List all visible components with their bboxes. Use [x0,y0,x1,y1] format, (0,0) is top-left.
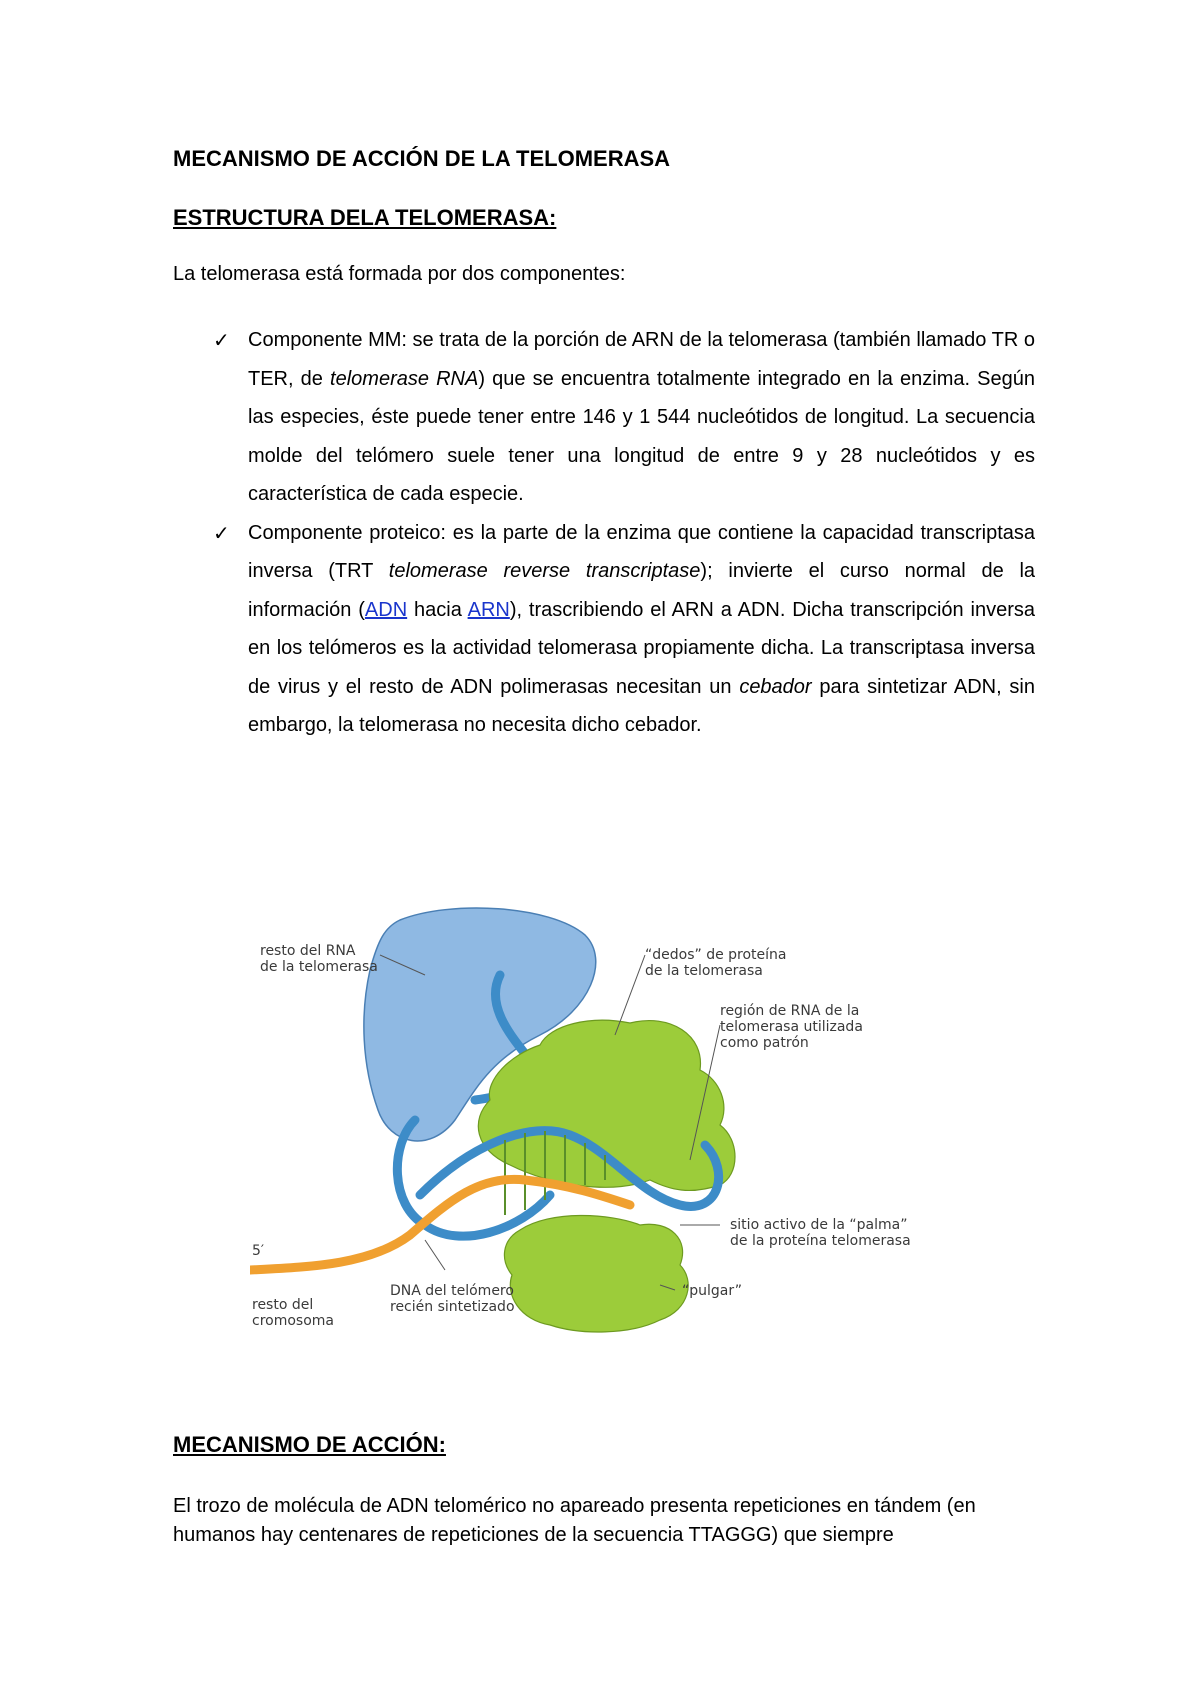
check-mark-icon: ✓ [213,520,230,545]
label-five-prime: 5′ [252,1243,265,1259]
protein-thumb-shape [504,1215,688,1331]
label-template-1: región de RNA de la [720,1003,860,1019]
section-heading-structure: ESTRUCTURA DELA TELOMERASA: [173,205,557,230]
label-palm-1: sitio activo de la “palma” [730,1217,908,1233]
label-new-dna-1: DNA del telómero [390,1283,514,1299]
component-list [173,321,1035,745]
list-item-rna-component: ✓ Componente MM: se trata de la porción de ARN de la telomerasa (también llamado TR o TER, de telomerase RNA) que se encuentra totalmente integrado en la enzima. Según las especies, éste puede tener entre 146 y 1 544 nucleótidos de longitud. La secuencia molde del telómero suele tener una longitud de entre 9 y 28 nucleótidos y es característica de cada especie. [173,321,1035,514]
label-new-dna-2: recién sintetizado [390,1299,515,1315]
section-heading-mechanism: MECANISMO DE ACCIÓN: [173,1432,446,1457]
label-rna-rest-2: de la telomerasa [260,959,378,975]
list-item-protein-component: ✓ Componente proteico: es la parte de la enzima que contiene la capacidad transcriptasa inversa (TRT telomerase reverse transcriptase); invierte el curso normal de la información (ADN hacia ARN), trascribiendo el ARN a ADN. Dicha transcripción inversa en los telómeros es la actividad telomerasa propiamente dicha. La transcriptasa inversa de virus y el resto de ADN polimerasas necesitan un cebador para sintetizar ADN, sin embargo, la telomerasa no necesita dicho cebador. [173,514,1035,745]
telomerase-diagram [250,895,1010,1345]
label-template-2: telomerasa utilizada [720,1019,863,1035]
label-rna-rest-1: resto del RNA [260,943,356,959]
label-palm-2: de la proteína telomerasa [730,1233,911,1249]
document-title: MECANISMO DE ACCIÓN DE LA TELOMERASA [173,146,671,171]
label-fingers-1: “dedos” de proteína [645,947,787,963]
intro-paragraph: La telomerasa está formada por dos componentes: [173,263,626,285]
label-fingers-2: de la telomerasa [645,963,763,979]
label-thumb: “pulgar” [682,1283,742,1299]
link-adn[interactable]: ADN [364,598,408,621]
label-chromosome-2: cromosoma [252,1313,334,1329]
mechanism-paragraph: El trozo de molécula de ADN telomérico no apareado presenta repeticiones en tándem (en humanos hay centenares de repeticiones de la secuencia TTAGGG) que siempre [173,1495,976,1546]
link-arn[interactable]: ARN [467,598,510,621]
label-template-3: como patrón [720,1035,809,1051]
label-chromosome-1: resto del [252,1297,314,1313]
check-mark-icon: ✓ [213,328,230,352]
